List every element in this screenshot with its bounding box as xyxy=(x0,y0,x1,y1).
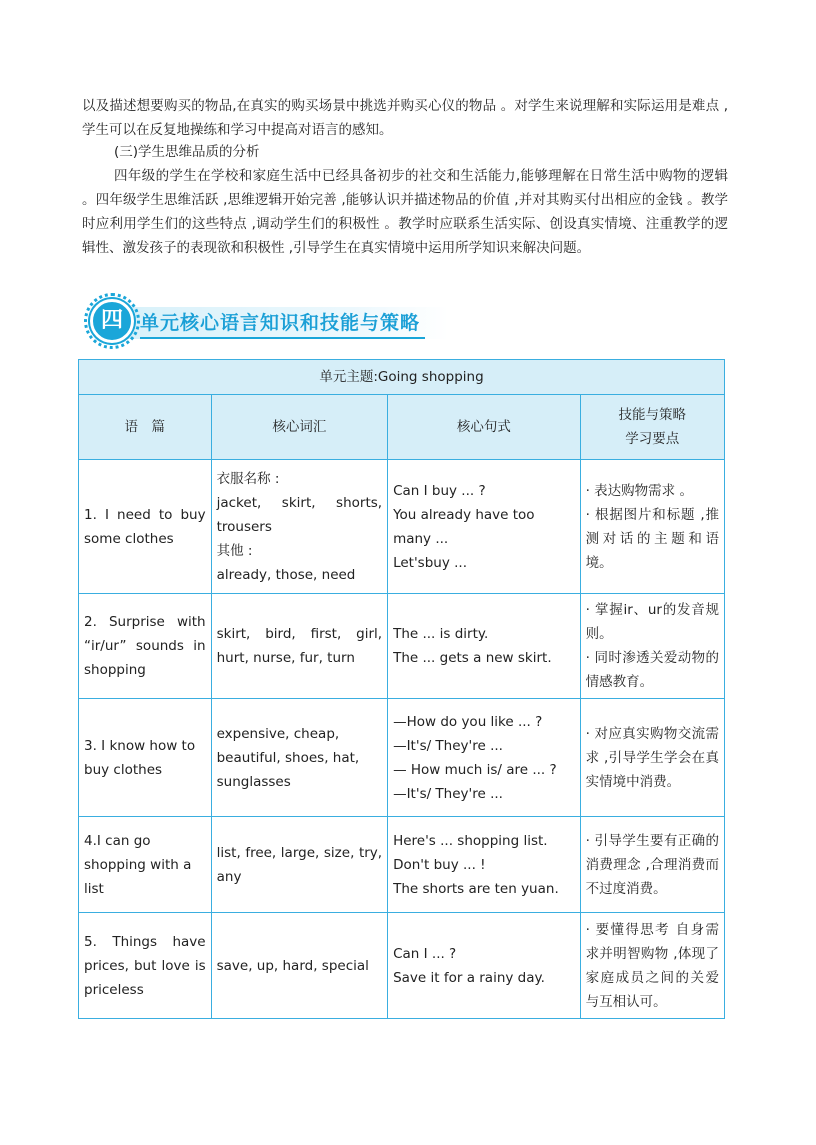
title-underline xyxy=(140,337,425,339)
table-row xyxy=(79,460,725,594)
vocab-cell: skirt, bird, first, girl, hurt, nurse, fur, turn xyxy=(211,594,387,699)
unit-cell: 4.I can go shopping with a list xyxy=(79,817,212,913)
sentence-cell: Can I buy ... ? You already have too many ... Let'sbuy ... xyxy=(388,460,581,594)
vocab-cell: save, up, hard, special xyxy=(211,913,387,1019)
skills-cell: · 要懂得思考 自身需求并明智购物 ,体现了 家庭成员之间的关爱与互相认可。 xyxy=(580,913,724,1019)
table-row xyxy=(79,699,725,817)
table-row xyxy=(79,913,725,1019)
unit-cell: 2. Surprise with “ir/ur” sounds in shopping xyxy=(79,594,212,699)
header-skills: 技能与策略 学习要点 xyxy=(580,395,724,460)
analysis-paragraph: 四年级的学生在学校和家庭生活中已经具备初步的社交和生活能力,能够理解在日常生活中购物的逻辑 。四年级学生思维活跃 ,思维逻辑开始完善 ,能够认识并描述物品的价值 ,并对其购买付出相应的金钱 。教学时应利用学生们的这些特点 ,调动学生们的积极性 。教学时应联系生活实际、创设真实情境、注重教学的逻辑性、激发孩子的表现欲和积极性 ,引导学生在真实情境中运用所学知识来解决问题。 xyxy=(82,168,728,256)
section-header xyxy=(80,287,460,357)
table-row xyxy=(79,594,725,699)
subsection-heading: (三)学生思维品质的分析 xyxy=(114,144,260,160)
sentence-cell: —How do you like ... ? —It's/ They're ... — How much is/ are ... ? —It's/ They're ... xyxy=(388,699,581,817)
header-text: 语 篇 xyxy=(79,395,212,460)
sentence-cell: Here's ... shopping list. Don't buy ... ! The shorts are ten yuan. xyxy=(388,817,581,913)
section-title: 单元核心语言知识和技能与策略 xyxy=(140,312,421,334)
table-row xyxy=(79,817,725,913)
vocab-cell: expensive, cheap, beautiful, shoes, hat, sunglasses xyxy=(211,699,387,817)
vocab-cell: list, free, large, size, try, any xyxy=(211,817,387,913)
skills-cell: · 引导学生要有正确的消费理念 ,合理消费而不过度消费。 xyxy=(580,817,724,913)
vocab-cell: 衣服名称 : jacket, skirt, shorts, trousers 其他 : already, those, need xyxy=(211,460,387,594)
sentence-cell: The ... is dirty. The ... gets a new skirt. xyxy=(388,594,581,699)
section-number-badge: 四 xyxy=(90,299,134,343)
unit-cell: 3. I know how to buy clothes xyxy=(79,699,212,817)
unit-cell: 5. Things have prices, but love is priceless xyxy=(79,913,212,1019)
header-sentences: 核心句式 xyxy=(388,395,581,460)
skills-cell: · 对应真实购物交流需求 ,引导学生学会在真实情境中消费。 xyxy=(580,699,724,817)
intro-paragraph: 以及描述想要购买的物品,在真实的购买场景中挑选并购买心仪的物品 。对学生来说理解和实际运用是难点 ,学生可以在反复地操练和学习中提高对语言的感知。 xyxy=(82,98,728,138)
unit-cell: 1. I need to buy some clothes xyxy=(79,460,212,594)
header-vocab: 核心词汇 xyxy=(211,395,387,460)
sentence-cell: Can I ... ? Save it for a rainy day. xyxy=(388,913,581,1019)
unit-knowledge-table xyxy=(78,359,725,1019)
skills-cell: · 表达购物需求 。 · 根据图片和标题 ,推测对话的主题和语境。 xyxy=(580,460,724,594)
skills-cell: · 掌握ir、ur的发音规则。 · 同时渗透关爱动物的情感教育。 xyxy=(580,594,724,699)
unit-theme: 单元主题:Going shopping xyxy=(79,360,725,395)
